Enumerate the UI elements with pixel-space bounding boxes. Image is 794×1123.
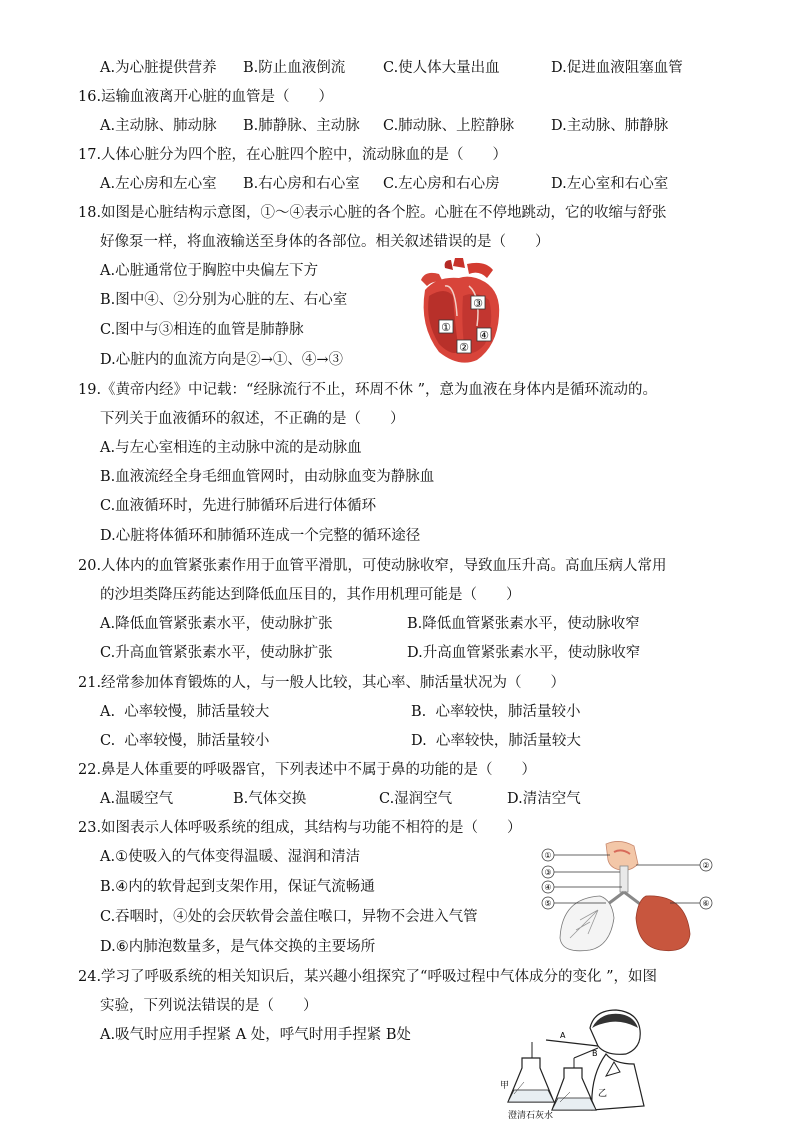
- q15-option-d: D.促进血液阻塞血管: [551, 60, 683, 76]
- q18-option-b: B.图中④、②分别为心脏的左、右心室: [100, 292, 348, 308]
- heart-label-2: ②: [459, 341, 469, 354]
- q23-option-d: D.⑥内肺泡数量多，是气体交换的主要场所: [100, 939, 376, 955]
- q20-stem-line2: 的沙坦类降压药能达到降低血压目的，其作用机理可能是（ ）: [100, 587, 521, 603]
- q20-option-a: A.降低血管紧张素水平，使动脉扩张: [100, 616, 333, 632]
- resp-label-5: ⑤: [544, 899, 552, 908]
- q18-option-a: A.心脏通常位于胸腔中央偏左下方: [100, 263, 319, 279]
- q21-stem: 21.经常参加体育锻炼的人，与一般人比较，其心率、肺活量状况为（ ）: [78, 675, 566, 691]
- q18-stem-line1: 18.如图是心脏结构示意图，①～④表示心脏的各个腔。心脏在不停地跳动，它的收缩与舒张: [78, 205, 667, 221]
- q18-option-c: C.图中与③相连的血管是肺静脉: [100, 322, 304, 338]
- q23-option-a: A.①使吸入的气体变得温暖、湿润和清洁: [100, 849, 361, 865]
- heart-label-3: ③: [473, 297, 483, 310]
- q20-option-b: B.降低血管紧张素水平，使动脉收窄: [407, 616, 640, 632]
- exp-label-yi: 乙: [598, 1089, 608, 1099]
- q16-option-c: C.肺动脉、上腔静脉: [383, 118, 515, 134]
- q20-option-d: D.升高血管紧张素水平，使动脉收窄: [407, 645, 641, 661]
- heart-label-1: ①: [441, 321, 451, 334]
- q17-option-d: D.左心室和右心室: [551, 176, 669, 192]
- q16-option-a: A.主动脉、肺动脉: [100, 118, 217, 134]
- q16-option-d: D.主动脉、肺静脉: [551, 118, 669, 134]
- q19-stem-line2: 下列关于血液循环的叙述，不正确的是（ ）: [100, 411, 405, 427]
- resp-label-3: ③: [544, 868, 552, 877]
- respiratory-system-diagram: [540, 838, 718, 956]
- q19-option-b: B.血液流经全身毛细血管网时，由动脉血变为静脉血: [100, 469, 435, 485]
- heart-label-4: ④: [479, 329, 489, 342]
- q24-stem-line2: 实验，下列说法错误的是（ ）: [100, 998, 318, 1014]
- q22-stem: 22.鼻是人体重要的呼吸器官，下列表述中不属于鼻的功能的是（ ）: [78, 762, 537, 778]
- breathing-experiment-diagram: [494, 1006, 686, 1120]
- exp-label-b: B: [592, 1049, 598, 1058]
- resp-label-4: ④: [544, 883, 552, 892]
- resp-label-1: ①: [544, 851, 552, 860]
- q22-option-c: C.湿润空气: [379, 791, 453, 807]
- q24-option-a: A.吸气时应用手捏紧 A 处，呼气时用手捏紧 B处: [100, 1027, 412, 1043]
- q15-option-c: C.使人体大量出血: [383, 60, 500, 76]
- q17-option-a: A.左心房和左心室: [100, 176, 217, 192]
- q15-option-b: B.防止血液倒流: [243, 60, 346, 76]
- q20-stem-line1: 20.人体内的血管紧张素作用于血管平滑肌，可使动脉收窄，导致血压升高。高血压病人常用: [78, 558, 667, 574]
- q22-option-d: D.清洁空气: [507, 791, 581, 807]
- q20-option-c: C.升高血管紧张素水平，使动脉扩张: [100, 645, 333, 661]
- resp-label-6: ⑥: [702, 899, 710, 908]
- q16-option-b: B.肺静脉、主动脉: [243, 118, 360, 134]
- q24-stem-line1: 24.学习了呼吸系统的相关知识后，某兴趣小组探究了“呼吸过程中气体成分的变化 ”，如图: [78, 969, 657, 985]
- exp-label-a: A: [560, 1031, 566, 1040]
- q17-option-c: C.左心房和右心房: [383, 176, 500, 192]
- q17-option-b: B.右心房和右心室: [243, 176, 360, 192]
- resp-label-2: ②: [702, 861, 710, 870]
- q19-option-a: A.与左心室相连的主动脉中流的是动脉血: [100, 440, 362, 456]
- q21-option-d: D. 心率较快，肺活量较大: [411, 733, 581, 749]
- q19-option-c: C.血液循环时，先进行肺循环后进行体循环: [100, 498, 377, 514]
- q21-option-a: A. 心率较慢，肺活量较大: [100, 704, 270, 720]
- q21-option-c: C. 心率较慢，肺活量较小: [100, 733, 270, 749]
- q23-option-c: C.吞咽时，④处的会厌软骨会盖住喉口，异物不会进入气管: [100, 909, 478, 925]
- q21-option-b: B. 心率较快，肺活量较小: [411, 704, 581, 720]
- exp-caption-limewater: 澄清石灰水: [508, 1111, 554, 1120]
- q16-stem: 16.运输血液离开心脏的血管是（ ）: [78, 89, 334, 105]
- q22-option-a: A.温暖空气: [100, 791, 174, 807]
- heart-diagram: [415, 256, 505, 368]
- exp-label-jia: 甲: [500, 1081, 510, 1091]
- q15-option-a: A.为心脏提供营养: [100, 60, 217, 76]
- q19-option-d: D.心脏将体循环和肺循环连成一个完整的循环途径: [100, 528, 421, 544]
- q22-option-b: B.气体交换: [233, 791, 307, 807]
- q23-stem: 23.如图表示人体呼吸系统的组成，其结构与功能不相符的是（ ）: [78, 820, 522, 836]
- q23-option-b: B.④内的软骨起到支架作用，保证气流畅通: [100, 879, 375, 895]
- q19-stem-line1: 19.《黄帝内经》中记载：“经脉流行不止，环周不休 ”，意为血液在身体内是循环流动的。: [78, 382, 657, 398]
- q17-stem: 17.人体心脏分为四个腔，在心脏四个腔中，流动脉血的是（ ）: [78, 147, 508, 163]
- q18-stem-line2: 好像泵一样，将血液输送至身体的各部位。相关叙述错误的是（ ）: [100, 234, 550, 250]
- q18-option-d: D.心脏内的血流方向是②→①、④→③: [100, 352, 344, 368]
